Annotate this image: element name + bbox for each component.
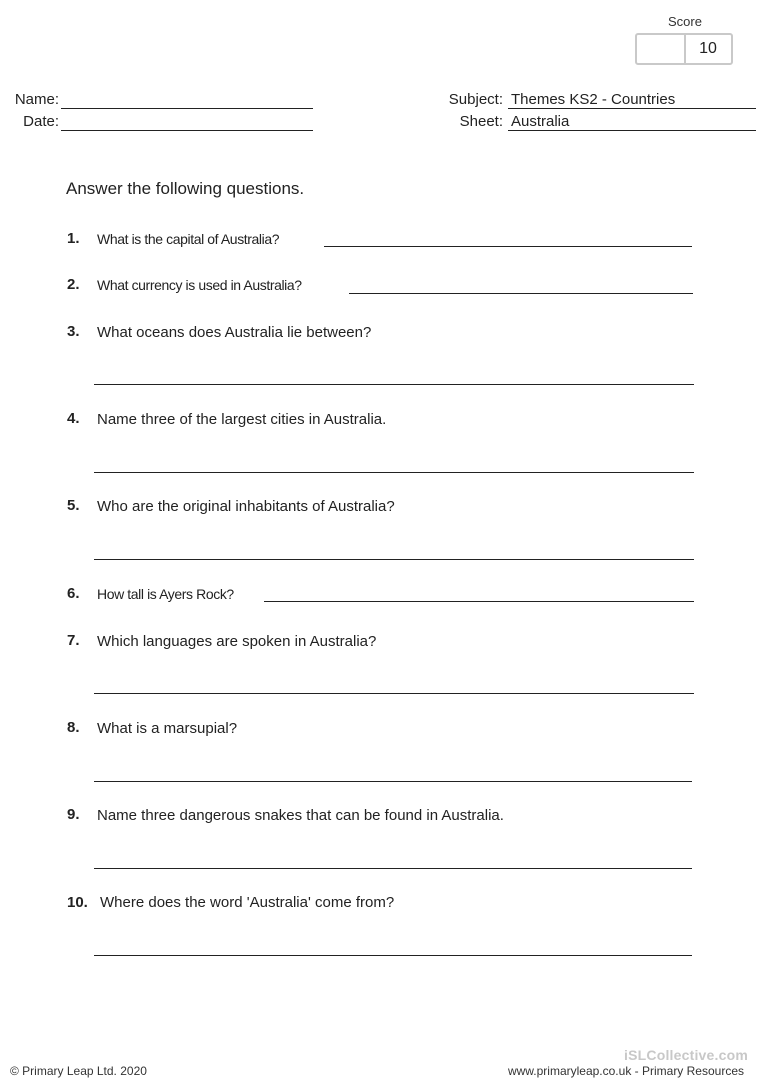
sheet-value: Australia [511,113,570,130]
watermark: iSLCollective.com [624,1047,748,1063]
answer-line-4[interactable] [94,472,694,473]
question-number: 3. [67,323,80,340]
subject-value: Themes KS2 - Countries [511,91,676,108]
question-text: Where does the word 'Australia' come from? [100,894,395,911]
date-field[interactable] [61,130,313,131]
subject-label: Subject: [448,91,503,108]
name-field[interactable] [61,108,313,109]
answer-line-5[interactable] [94,559,694,560]
question-text: What is a marsupial? [97,720,238,737]
instructions: Answer the following questions. [66,179,305,198]
date-label: Date: [23,113,59,130]
question-number: 5. [67,497,80,514]
answer-line-1[interactable] [324,246,692,247]
website-text: www.primaryleap.co.uk - Primary Resources [507,1064,744,1078]
question-text: Name three of the largest cities in Australia. [97,411,387,428]
score-label: Score [668,14,702,29]
answer-line-10[interactable] [94,955,692,956]
answer-line-8[interactable] [94,781,692,782]
answer-line-7[interactable] [94,693,694,694]
sheet-label: Sheet: [459,113,503,130]
score-box [635,33,733,65]
question-number: 8. [67,719,80,736]
answer-line-6[interactable] [264,601,694,602]
question-text: What is the capital of Australia? [97,231,280,247]
question-number: 10. [67,894,88,911]
question-number: 6. [67,585,80,602]
question-text: What oceans does Australia lie between? [97,324,372,341]
answer-line-9[interactable] [94,868,692,869]
question-number: 2. [67,276,80,293]
question-text: What currency is used in Australia? [97,277,302,293]
answer-line-3[interactable] [94,384,694,385]
answer-line-2[interactable] [349,293,693,294]
name-label: Name: [14,91,59,108]
question-text: How tall is Ayers Rock? [97,586,234,602]
subject-field [508,108,756,109]
question-text: Name three dangerous snakes that can be found in Australia. [97,807,504,824]
question-text: Who are the original inhabitants of Australia? [97,498,395,515]
sheet-field [508,130,756,131]
question-number: 9. [67,806,80,823]
question-text: Which languages are spoken in Australia? [97,633,377,650]
question-number: 7. [67,632,80,649]
score-value: 10 [699,40,717,57]
question-number: 4. [67,410,80,427]
question-number: 1. [67,230,80,247]
copyright-text: © Primary Leap Ltd. 2020 [10,1064,147,1078]
